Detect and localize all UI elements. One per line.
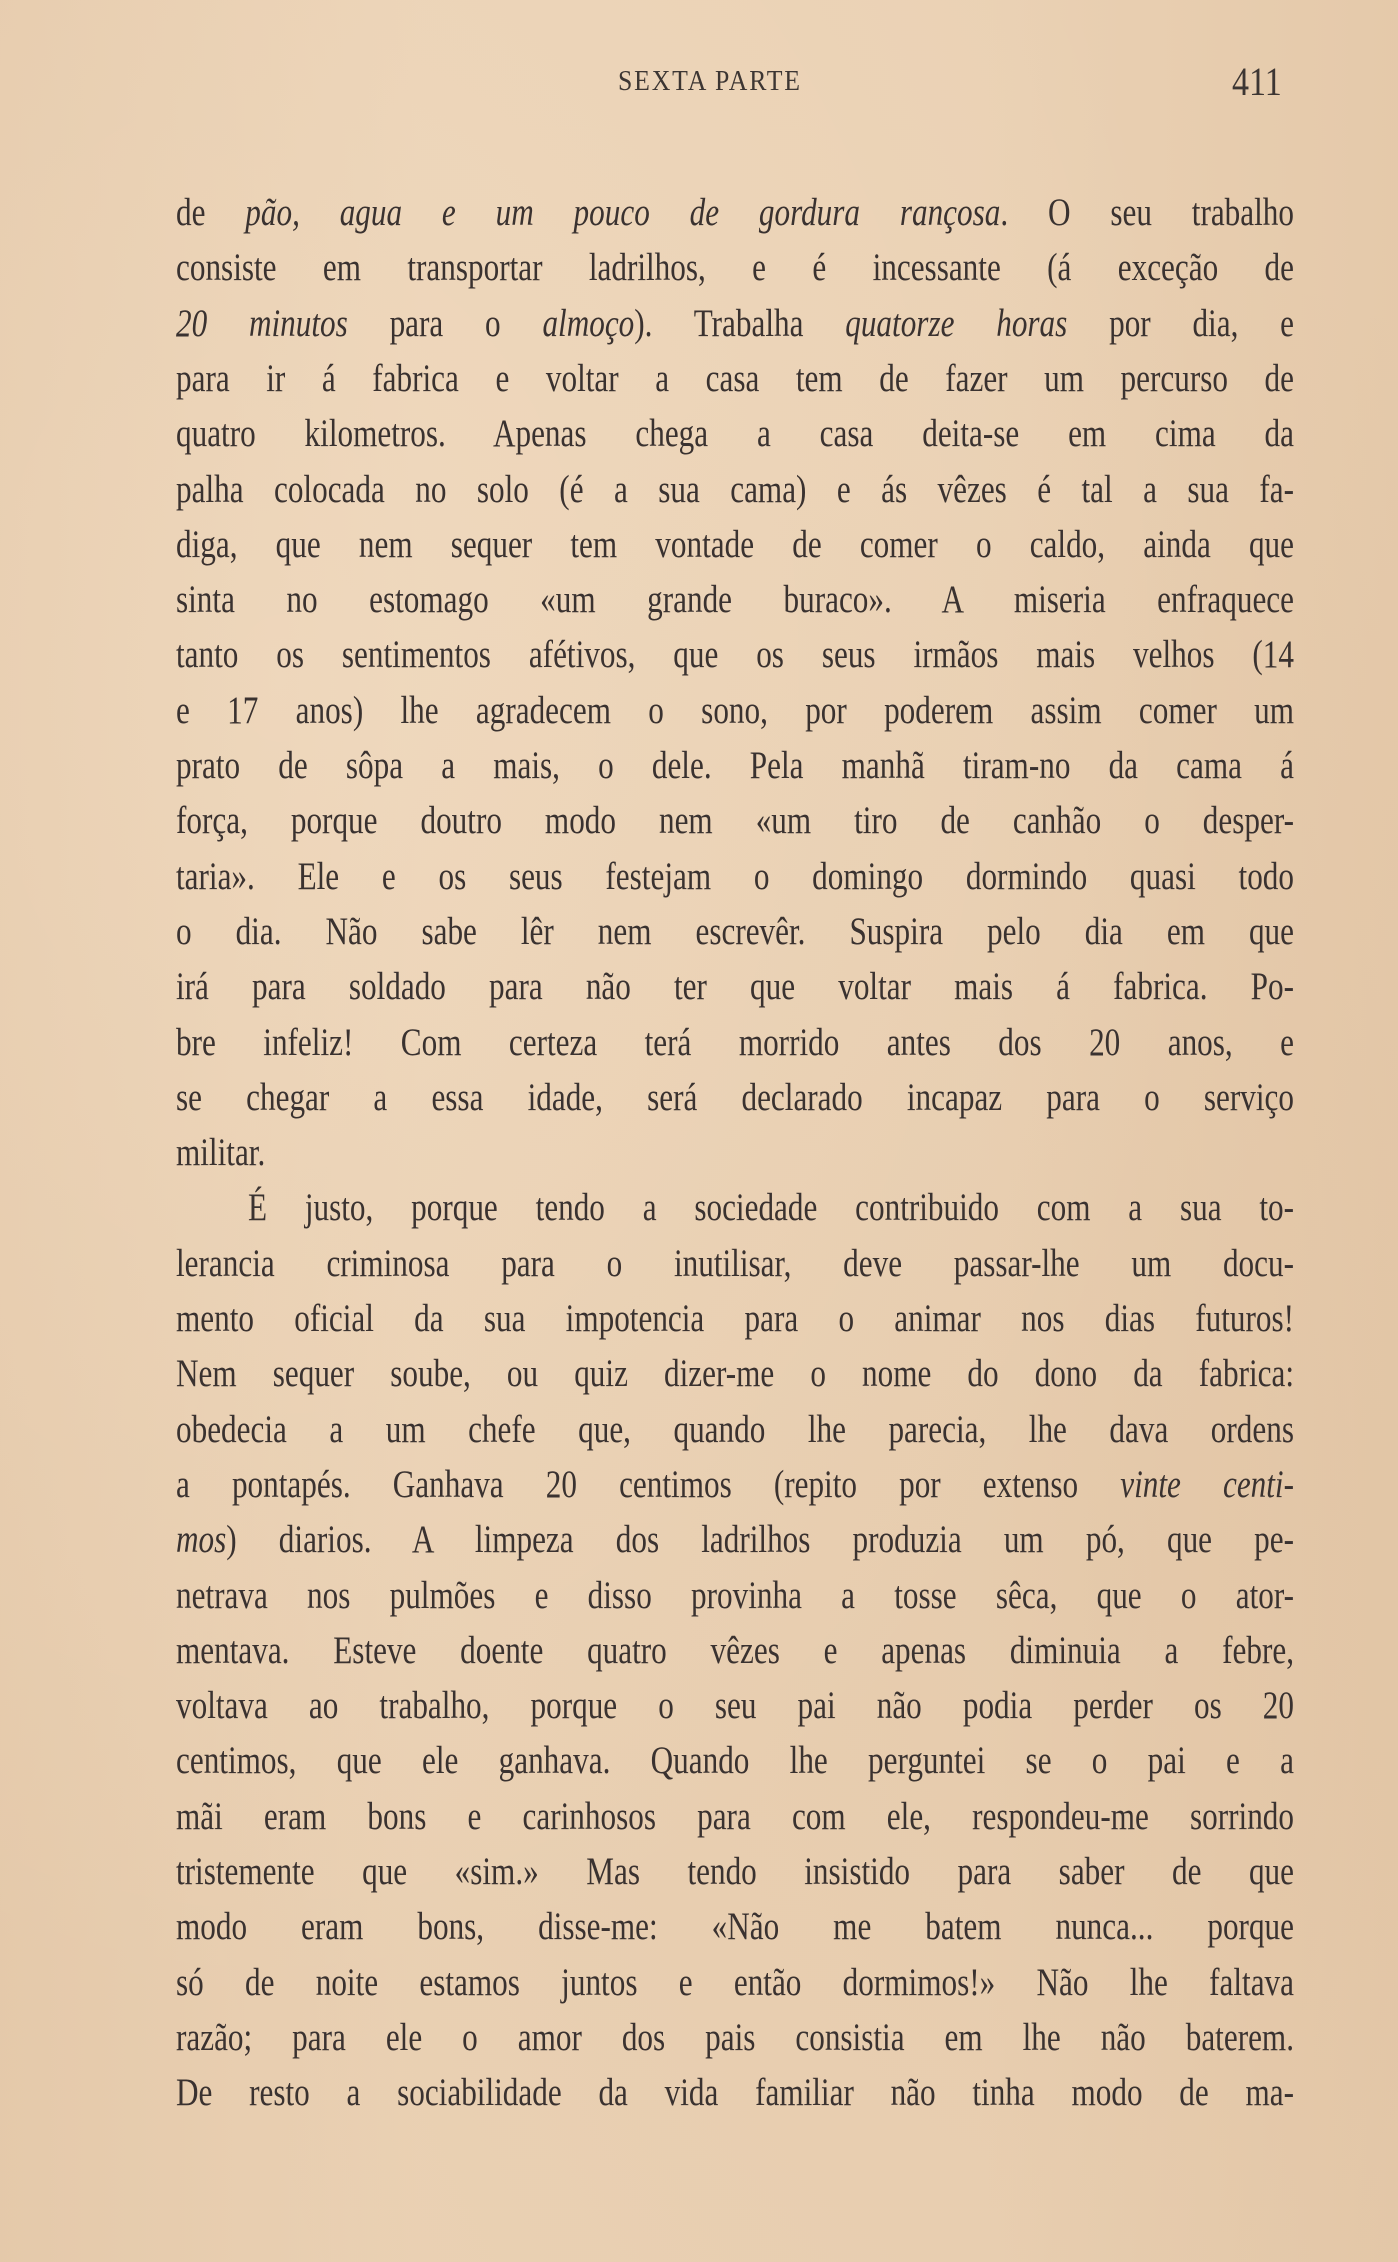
text-segment: voltava ao trabalho, porque o seu pai não podia perder os 20 — [176, 1684, 1294, 1728]
text-segment: mentava. Esteve doente quatro vêzes e apenas diminuia a febre, — [176, 1628, 1294, 1672]
italic-text: mos — [176, 1518, 227, 1562]
text-segment: . O seu trabalho — [1000, 191, 1295, 234]
text-segment: De resto a sociabilidade da vida familiar não tinha modo de ma- — [176, 2071, 1294, 2115]
text-line — [176, 686, 1294, 736]
text-segment: a pontapés. Ganhava 20 centimos (repito por extenso — [176, 1462, 1121, 1506]
text-segment: de — [176, 191, 246, 234]
text-segment: centimos, que ele ganhava. Quando lhe perguntei se o pai e a — [176, 1739, 1294, 1783]
text-segment: por dia, e — [1067, 301, 1295, 345]
text-line — [176, 741, 1294, 791]
text-line — [176, 2068, 1294, 2118]
text-line — [176, 520, 1294, 570]
running-title: SEXTA PARTE — [618, 66, 802, 97]
text-line — [176, 1847, 1294, 1897]
text-segment: força, porque doutro modo nem «um tiro de canhão o desper- — [176, 799, 1294, 843]
text-segment: quatro kilometros. Apenas chega a casa deita-se em cima da — [176, 412, 1294, 456]
text-line — [176, 1349, 1294, 1399]
text-line — [176, 1405, 1294, 1455]
text-line — [176, 1460, 1294, 1510]
text-line — [176, 1681, 1294, 1731]
text-segment: taria». Ele e os seus festejam o domingo dormindo quasi todo — [176, 854, 1294, 898]
text-line — [176, 907, 1294, 957]
text-segment: mento oficial da sua impotencia para o animar nos dias futuros! — [176, 1297, 1294, 1340]
text-line — [176, 1626, 1294, 1676]
text-segment: só de noite estamos juntos e então dormimos!» Não lhe faltava — [176, 1960, 1294, 2004]
text-line — [176, 1239, 1294, 1289]
italic-text: almoço — [542, 301, 635, 345]
text-segment: diga, que nem sequer tem vontade de comer o caldo, ainda que — [176, 522, 1294, 566]
text-segment: lerancia criminosa para o inutilisar, deve passar-lhe um docu- — [176, 1241, 1294, 1285]
text-line — [176, 630, 1294, 680]
text-line — [176, 2013, 1294, 2063]
text-segment: o dia. Não sabe lêr nem escrevêr. Suspira pelo dia em que — [176, 909, 1294, 953]
text-line — [176, 962, 1294, 1012]
text-line — [176, 796, 1294, 846]
text-segment: irá para soldado para não ter que voltar mais á fabrica. Po- — [176, 965, 1294, 1009]
text-line — [176, 1792, 1294, 1842]
italic-text: vinte centi- — [1120, 1462, 1294, 1506]
text-segment: para ir á fabrica e voltar a casa tem de fazer um percurso de — [176, 356, 1294, 400]
text-segment: consiste em transportar ladrilhos, e é incessante (á exceção de — [176, 246, 1294, 290]
text-line — [176, 1571, 1294, 1621]
text-segment: obedecia a um chefe que, quando lhe parecia, lhe dava ordens — [176, 1407, 1294, 1451]
text-segment: e 17 anos) lhe agradecem o sono, por poderem assim comer um — [176, 688, 1294, 732]
text-segment: bre infeliz! Com certeza terá morrido antes dos 20 anos, e — [176, 1020, 1294, 1064]
italic-text: 20 minutos — [176, 301, 348, 345]
text-line — [176, 188, 1294, 238]
text-line — [176, 1515, 1294, 1565]
text-line — [176, 354, 1294, 404]
running-head — [0, 58, 1398, 108]
italic-text: quatorze horas — [845, 301, 1068, 345]
text-segment: para o — [347, 301, 543, 345]
text-line — [176, 1073, 1294, 1123]
text-line — [176, 1736, 1294, 1786]
text-line — [176, 409, 1294, 459]
text-segment: modo eram bons, disse-me: «Não me batem nunca... porque — [176, 1905, 1294, 1949]
text-segment: netrava nos pulmões e disso provinha a tosse sêca, que o ator- — [176, 1573, 1294, 1617]
text-line — [176, 1294, 1294, 1344]
text-segment: Nem sequer soube, ou quiz dizer-me o nome do dono da fabrica: — [176, 1352, 1294, 1396]
text-line — [176, 243, 1294, 293]
text-segment: sinta no estomago «um grande buraco». A miseria enfraquece — [176, 578, 1294, 622]
text-line — [248, 1183, 1294, 1233]
text-segment: mãi eram bons e carinhosos para com ele, respondeu-me sorrindo — [176, 1794, 1294, 1838]
text-segment: razão; para ele o amor dos pais consistia em lhe não baterem. — [176, 2015, 1294, 2059]
text-segment: ) diarios. A limpeza dos ladrilhos produzia um pó, que pe- — [226, 1518, 1294, 1562]
page-number: 411 — [1232, 59, 1282, 104]
text-line — [176, 465, 1294, 515]
text-line — [176, 852, 1294, 902]
text-line — [176, 575, 1294, 625]
text-segment: É justo, porque tendo a sociedade contribuido com a sua to- — [248, 1186, 1294, 1230]
text-line — [176, 299, 1294, 349]
text-line — [176, 1902, 1294, 1952]
text-segment: militar. — [176, 1131, 266, 1175]
text-line — [176, 1958, 1294, 2008]
text-line — [176, 1128, 1294, 1178]
text-line — [176, 1018, 1294, 1068]
text-segment: ). Trabalha — [634, 301, 846, 345]
italic-text: pão, agua e um pouco de gordura rançosa — [245, 191, 1001, 234]
text-segment: palha colocada no solo (é a sua cama) e ás vêzes é tal a sua fa- — [176, 467, 1294, 511]
text-segment: prato de sôpa a mais, o dele. Pela manhã tiram-no da cama á — [176, 744, 1294, 787]
text-segment: tristemente que «sim.» Mas tendo insistido para saber de que — [176, 1850, 1294, 1893]
text-segment: tanto os sentimentos afétivos, que os seus irmãos mais velhos (14 — [176, 633, 1294, 677]
text-segment: se chegar a essa idade, será declarado incapaz para o serviço — [176, 1075, 1294, 1119]
